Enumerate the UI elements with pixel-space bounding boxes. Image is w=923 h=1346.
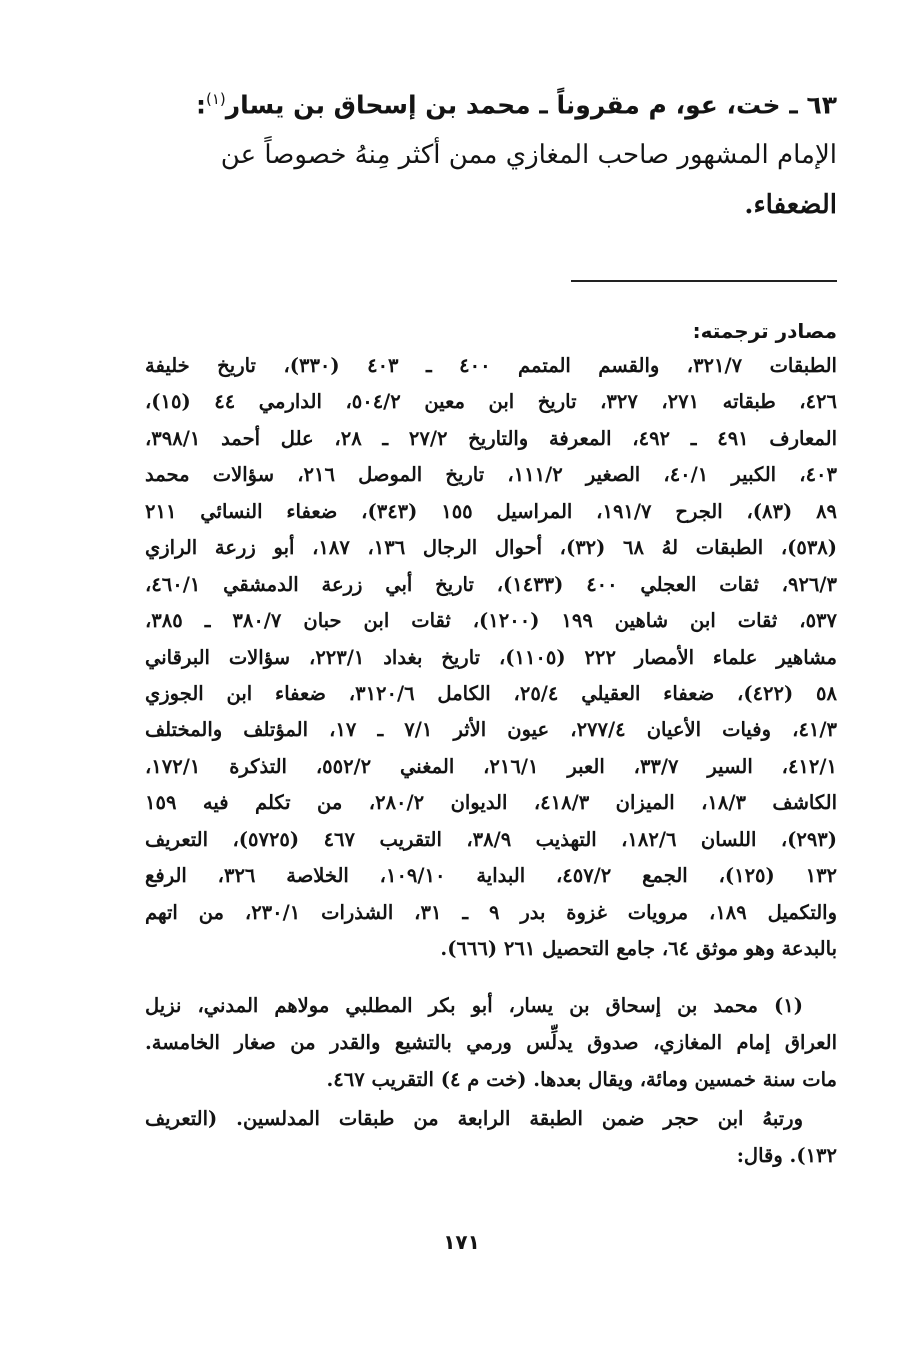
- footnote-line: العراق إمام المغازي، صدوق يدلِّس ورمي بالتشيع والقدر من صغار الخامسة.: [145, 1031, 837, 1054]
- entry-heading-text: ٦٣ ـ خت، عو، م مقروناً ـ محمد بن إسحاق بن يسار: [225, 90, 837, 120]
- entry-intro: [147, 130, 837, 230]
- sources-line: ٤١٢/١، السير ٣٣/٧، العبر ٢١٦/١، المغني ٥٥٢/٢، التذكرة ١٧٢/١،: [145, 754, 837, 778]
- sources-line: ١٣٢ (١٢٥)، الجمع ٤٥٧/٢، البداية ١٠٩/١٠، الخلاصة ٣٢٦، الرفع: [145, 864, 838, 888]
- sources-line: ٥٣٧، ثقات ابن شاهين ١٩٩ (١٢٠٠)، ثقات ابن حبان ٣٨٠/٧ ـ ٣٨٥،: [145, 609, 837, 633]
- footnote-line: مات سنة خمسين ومائة، ويقال بعدها. (خت م ٤) التقريب ٤٦٧.: [326, 1068, 837, 1091]
- sources-list: [145, 348, 837, 967]
- footnote-line: ١٣٢). وقال:: [736, 1144, 837, 1167]
- intro-line: الضعفاء.: [744, 190, 837, 220]
- sources-line: الكاشف ١٨/٣، الميزان ٤١٨/٣، الديوان ٢٨٠/٢، من تكلم فيه ١٥٩: [145, 791, 837, 815]
- sources-line: والتكميل ١٨٩، مرويات غزوة بدر ٩ ـ ٣١، الشذرات ٢٣٠/١، من اتهم: [145, 900, 837, 924]
- footnote-line: ورتبهُ ابن حجر ضمن الطبقة الرابعة من طبقات المدلسين. (التعريف: [145, 1107, 803, 1130]
- sources-line: ٨٩ (٨٣)، الجرح ١٩١/٧، المراسيل ١٥٥ (٣٤٣)، ضعفاء النسائي ٢١١: [145, 499, 838, 523]
- sources-line: ٤٢٦، طبقاته ٢٧١، ٣٢٧، تاريخ ابن معين ٥٠٤/٢، الدارمي ٤٤ (١٥)،: [145, 390, 837, 414]
- footnote-line: (١) محمد بن إسحاق بن يسار، أبو بكر المطلبي مولاهم المدني، نزيل: [145, 994, 803, 1017]
- footnote-marker: (١): [205, 90, 226, 108]
- sources-line: (٢٩٣)، اللسان ١٨٢/٦، التهذيب ٣٨/٩، التقريب ٤٦٧ (٥٧٢٥)، التعريف: [145, 827, 837, 851]
- entry-heading-suffix: :: [195, 90, 206, 120]
- sources-line: ٤١/٣، وفيات الأعيان ٢٧٧/٤، عيون الأثر ٧/١ ـ ١٧، المؤتلف والمختلف: [145, 718, 837, 742]
- sources-line: بالبدعة وهو موثق ٦٤، جامع التحصيل ٢٦١ (٦٦٦).: [440, 937, 837, 960]
- sources-title: مصادر ترجمته:: [692, 319, 837, 343]
- sources-line: المعارف ٤٩١ ـ ٤٩٢، المعرفة والتاريخ ٢٧/٢ ـ ٢٨، علل أحمد ٣٩٨/١،: [145, 426, 838, 450]
- sources-line: الطبقات ٣٢١/٧، والقسم المتمم ٤٠٠ ـ ٤٠٣ (٣٣٠)، تاريخ خليفة: [145, 354, 837, 377]
- footnote-divider: [571, 280, 837, 282]
- page-number: ١٧١: [443, 1230, 480, 1254]
- entry-heading: [147, 76, 837, 128]
- sources-line: ٤٠٣، الكبير ٤٠/١، الصغير ١١١/٢، تاريخ الموصل ٢١٦، سؤالات محمد: [145, 463, 837, 487]
- footnote: [145, 988, 837, 1175]
- sources-line: (٥٣٨)، الطبقات لهُ ٦٨ (٣٢)، أحوال الرجال ١٣٦، ١٨٧، أبو زرعة الرازي: [145, 536, 838, 560]
- sources-line: ٩٢٦/٣، ثقات العجلي ٤٠٠ (١٤٣٣)، تاريخ أبي زرعة الدمشقي ٤٦٠/١،: [145, 572, 837, 596]
- intro-line: الإمام المشهور صاحب المغازي ممن أكثر مِنهُ خصوصاً عن: [220, 140, 837, 170]
- sources-line: مشاهير علماء الأمصار ٢٢٢ (١١٠٥)، تاريخ بغداد ٢٢٣/١، سؤالات البرقاني: [145, 645, 837, 669]
- sources-line: ٥٨ (٤٢٢)، ضعفاء العقيلي ٢٥/٤، الكامل ٣١٢٠/٦، ضعفاء ابن الجوزي: [145, 681, 837, 705]
